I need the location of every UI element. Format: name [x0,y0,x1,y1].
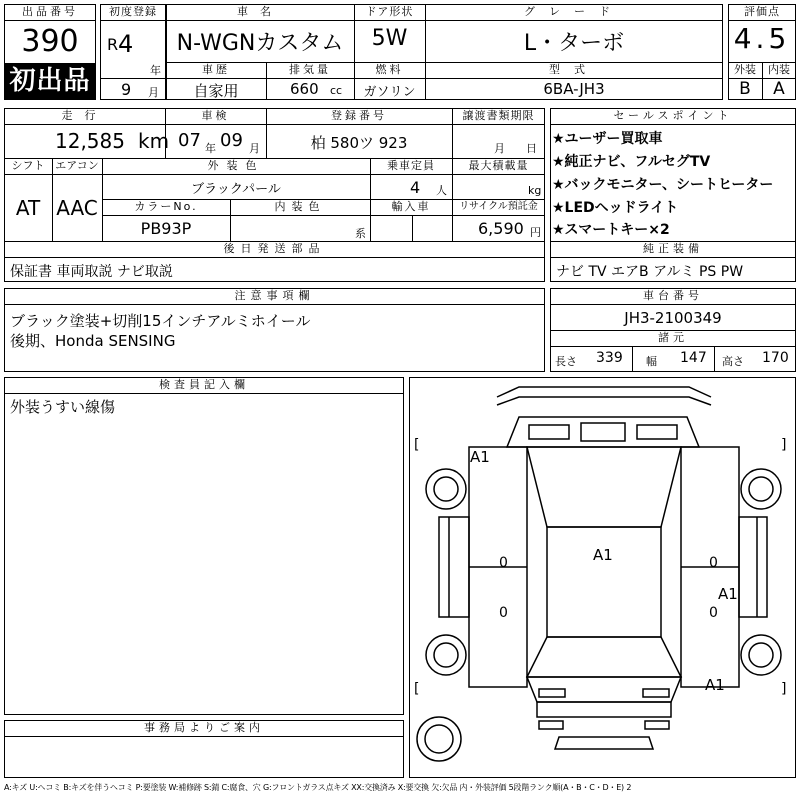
transfer-day: 日 [526,142,537,155]
recycle-unit: 円 [530,226,541,239]
height: 170 [762,350,789,366]
history-label: 車歴 [202,63,230,76]
fuel-label: 燃料 [375,63,404,76]
width-label: 幅 [646,355,657,368]
mileage-label: 走行 [61,109,108,122]
recycle: 6,590 [478,219,524,238]
svg-text:]: ] [781,437,787,453]
exterior-color-label: 外装色 [207,159,265,172]
damage-mark: A1 [705,676,725,694]
capacity-label: 乗車定員 [387,159,435,172]
load-unit: kg [528,184,542,197]
width: 147 [680,350,707,366]
damage-mark: A1 [718,585,738,603]
legend: A:キズ U:ヘコミ B:キズを伴うヘコミ P:要塗装 W:補修跡 S:錆 C:腐食、穴 G:フロントガラス点キズ XX:交換済み X:要交換 欠:欠品 内・外装評価 5段階ランク順(A・B・C・D・E) 2 [4,783,632,792]
reg-year: 4 [118,30,134,58]
reg-year-unit: 年 [150,64,161,77]
svg-text:[: [ [414,681,420,697]
capacity: 4 [410,178,421,197]
model-label: 型式 [549,63,599,76]
exterior-score: B [739,79,751,99]
selling-point: ★純正ナビ、フルセグTV [552,154,711,170]
door-label: ドア形状 [365,5,414,18]
transfer-month: 月 [494,142,505,155]
damage-mark: A1 [470,448,490,466]
name-label: 車名 [237,5,283,18]
selling-point: ★LEDヘッドライト [552,200,679,216]
model: 6BA-JH3 [543,80,605,98]
svg-text:]: ] [781,681,787,697]
load-label: 最大積載量 [468,159,529,172]
selling-point: ★ユーザー買取車 [552,131,663,147]
grade: L・ターボ [523,31,625,56]
inspector-comment: 外装うすい線傷 [10,398,116,416]
damage-mark: A1 [593,546,613,564]
mileage: 12,585 [55,129,125,153]
aircon: AAC [56,196,98,220]
selling-point: ★スマートキー×2 [552,222,670,238]
score-label: 評価点 [744,5,780,18]
inspection-year-unit: 年 [205,142,216,155]
equipment-label: 純正装備 [643,242,703,255]
grade-label: グレード [524,5,624,18]
svg-text:0: 0 [499,605,508,621]
vehicle-name: N-WGNカスタム [176,31,344,56]
inspector-box [4,377,404,715]
mileage-unit: km [138,129,170,153]
height-label: 高さ [722,355,744,368]
interior-color-label: 内装色 [274,200,326,213]
svg-text:[: [ [414,437,420,453]
notes-line-2: 後期、Honda SENSING [10,332,176,350]
equipment: ナビ TV エアB アルミ PS PW [556,264,744,280]
reg-month-unit: 月 [148,86,159,99]
interior-score: A [773,79,785,99]
shift-label: シフト [11,159,45,172]
inspection-month: 09 [220,130,243,151]
lot-number: 390 [21,24,79,59]
inspector-label: 検査員記入欄 [159,378,249,391]
door: 5W [371,26,408,51]
selling-points-label: セールスポイント [613,109,733,122]
interior-score-label: 内装 [768,63,790,76]
history: 自家用 [193,82,239,100]
notes-label: 注意事項欄 [234,289,315,302]
svg-text:0: 0 [709,555,718,571]
displacement-unit: cc [330,84,343,97]
length-label: 長さ [555,355,577,368]
later-items: 保証書 車両取説 ナビ取説 [10,264,173,280]
exterior-color: ブラックパール [191,182,281,197]
dimensions-label: 諸元 [658,331,688,344]
aircon-label: エアコン [55,159,99,172]
color-no: PB93P [140,219,192,238]
plate-label: 登録番号 [331,109,387,122]
interior-color-unit: 系 [355,227,366,240]
length: 339 [596,350,623,366]
lot-label: 出品番号 [22,5,78,18]
chassis-label: 車台番号 [643,289,703,302]
later-label: 後日発送部品 [223,242,326,255]
import-label: 輸入車 [391,200,431,213]
era: R [107,35,119,54]
plate: 柏 580ツ 923 [310,134,408,152]
transfer-label: 譲渡書類期限 [462,109,535,122]
reg-month: 9 [121,80,132,99]
office-label: 事務局よりご案内 [144,721,264,734]
capacity-unit: 人 [436,184,447,197]
displacement-label: 排気量 [289,63,331,76]
notes-line-1: ブラック塗装+切削15インチアルミホイール [10,312,311,330]
recycle-label: リサイクル預託金 [459,201,538,212]
displacement: 660 [290,80,319,98]
color-no-label: カラーNo. [134,200,198,213]
first-listing-label: 初出品 [9,66,91,96]
selling-point: ★バックモニター、シートヒーター [552,177,774,193]
svg-text:0: 0 [499,555,508,571]
svg-text:0: 0 [709,605,718,621]
fuel: ガソリン [363,85,416,100]
inspection-month-unit: 月 [249,142,260,155]
shift: AT [15,196,41,220]
car-body-diagram [409,377,796,778]
exterior-score-label: 外装 [734,63,756,76]
chassis-number: JH3-2100349 [624,309,722,327]
first-reg-label: 初度登録 [109,5,157,18]
inspection-label: 車検 [201,109,230,122]
score-value: 4.5 [733,22,791,55]
inspection-year: 07 [178,130,201,151]
